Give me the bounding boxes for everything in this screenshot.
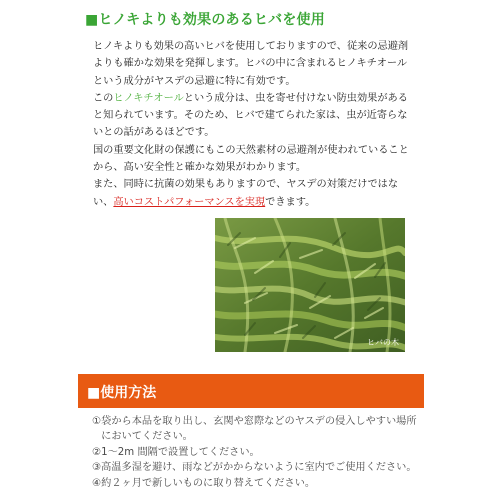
- cost-performance-highlight: 高いコストパフォーマンスを実現: [113, 196, 266, 208]
- step-number: ①: [92, 416, 102, 427]
- hinokitiol-highlight: ヒノキチオール: [113, 92, 184, 104]
- usage-step: [92, 476, 417, 491]
- usage-header-band: [78, 374, 424, 408]
- paragraph-2: [93, 90, 411, 142]
- section-title-hiba: ■ヒノキよりも効果のあるヒバを使用: [85, 12, 325, 28]
- step-text: 袋から本品を取り出し、玄関や窓際などのヤスデの侵入しやすい場所においてください。: [101, 416, 417, 443]
- paragraph-4-lead: また、同時に抗菌の効果もありますので、ヤスデの対策だけではない、: [93, 179, 399, 208]
- intro-text: [93, 38, 411, 211]
- usage-title: ■使用方法: [87, 385, 157, 401]
- step-text: 約２ヶ月で新しいものに取り替えてください。: [101, 477, 316, 489]
- usage-step: [92, 460, 417, 475]
- step-text: 1～2m 間隔で設置してください。: [101, 446, 260, 458]
- step-number: ②: [92, 446, 102, 458]
- step-number: ③: [92, 462, 102, 474]
- paragraph-4-rest: できます。: [265, 196, 316, 208]
- hiba-tree-photo: [215, 218, 405, 352]
- step-text: 高温多湿を避け、雨などがかからないように室内でご使用ください。: [101, 462, 417, 474]
- usage-step: [92, 445, 417, 460]
- paragraph-4: [93, 176, 411, 211]
- usage-step: [92, 414, 417, 445]
- photo-caption: ヒバの木: [367, 338, 399, 347]
- step-number: ④: [92, 477, 102, 489]
- paragraph-1: ヒノキよりも効果の高いヒバを使用しておりますので、従来の忌避剤よりも確かな効果を発揮します。ヒバの中に含まれるヒノキチオールという成分がヤスデの忌避に特に有効です。: [93, 41, 409, 87]
- paragraph-2-rest: という成分は、虫を寄せ付けない防虫効果があると知られています。そのため、ヒバで建てられた家は、虫が近寄らないとの話があるほどです。: [93, 92, 408, 139]
- usage-steps: [92, 414, 417, 491]
- paragraph-3: 国の重要文化財の保護にもこの天然素材の忌避剤が使われていることから、高い安全性と確かな効果がわかります。: [93, 144, 409, 174]
- paragraph-2-lead: この: [93, 92, 114, 104]
